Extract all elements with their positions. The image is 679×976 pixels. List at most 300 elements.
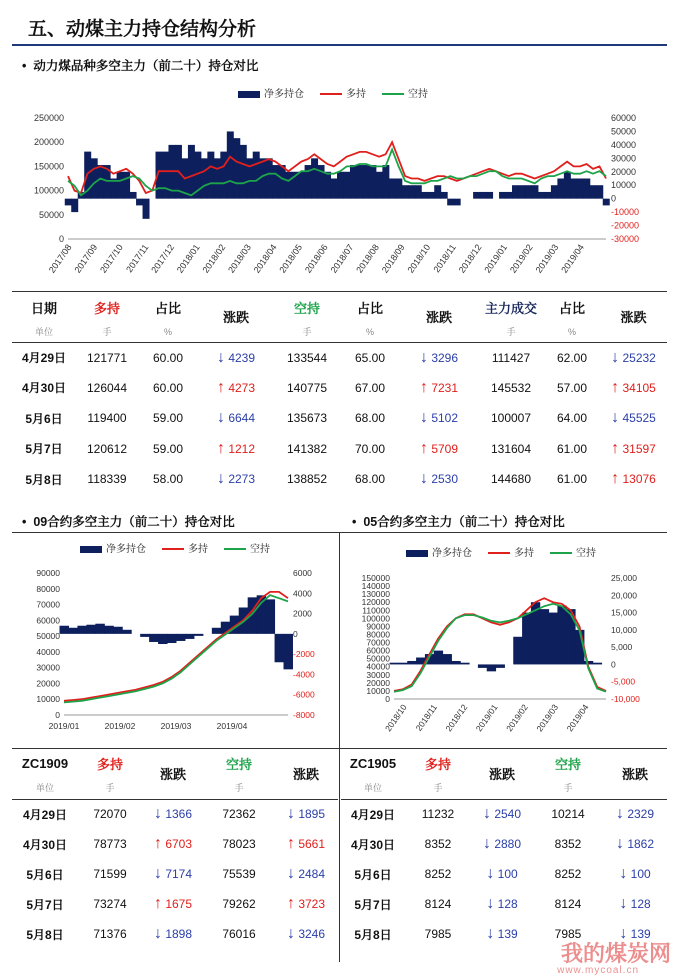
net-bar: [540, 609, 549, 664]
long-change-cell: [142, 859, 204, 889]
long-change-cell: [142, 829, 204, 859]
long-cell: 71376: [93, 927, 127, 941]
chart1-subtitle: 动力煤品种多空主力（前二十）持仓对比: [33, 59, 259, 73]
arrow-down-icon: ↓: [419, 409, 428, 427]
table-row: [12, 799, 338, 829]
left-tick: 250000: [33, 113, 64, 123]
net-bar: [447, 199, 454, 206]
date-cell: 5月6日: [354, 867, 392, 882]
series-line-short: [64, 595, 288, 702]
x-tick: 2019/01: [48, 721, 80, 731]
net-bar: [583, 179, 590, 199]
net-bar: [158, 634, 167, 644]
legend-label: 多持: [346, 89, 366, 100]
arrow-down-icon: ↓: [611, 409, 620, 427]
short-cell: 8252: [554, 867, 582, 881]
long-change-cell: [471, 919, 533, 949]
table-row: [12, 434, 667, 465]
change-up: ↑ 6703: [153, 835, 193, 852]
change-up: ↑ 5661: [286, 835, 326, 852]
net-bar: [513, 637, 522, 665]
arrow-down-icon: ↓: [482, 835, 491, 852]
arrow-down-icon: ↓: [153, 925, 162, 942]
net-bar: [275, 634, 284, 662]
legend-label: 多持: [514, 548, 534, 559]
net-bar: [65, 199, 72, 206]
net-bar: [272, 165, 279, 199]
date-cell: 5月6日: [26, 867, 64, 882]
x-tick: 2018/06: [302, 242, 330, 275]
change-up: ↑ 3723: [286, 895, 326, 912]
net-bar: [402, 185, 409, 198]
x-tick: 2018/09: [379, 242, 407, 275]
net-bar: [382, 165, 389, 199]
right-tick: -6000: [293, 689, 315, 700]
date-cell: 4月30日: [21, 381, 67, 396]
short-pct-cell: 67.00: [354, 380, 386, 395]
left-tick: 150000: [361, 573, 390, 583]
change-down: ↓ 139: [619, 925, 651, 942]
net-bar: [451, 661, 460, 664]
left-tick: 80000: [36, 583, 60, 594]
x-tick: 2019/04: [559, 242, 587, 275]
legend-label: 净多持仓: [432, 548, 472, 559]
x-tick: 2019/03: [160, 721, 192, 731]
unit-label: 手: [433, 783, 443, 794]
short-cell: 141382: [286, 441, 328, 456]
left-tick: 0: [58, 234, 64, 244]
x-tick: 2019/02: [504, 702, 530, 734]
change-up: ↑ 13076: [611, 470, 656, 488]
left-tick: 10000: [366, 685, 390, 696]
net-bar: [593, 663, 602, 665]
change-down: ↓ 139: [486, 925, 518, 942]
arrow-down-icon: ↓: [216, 470, 225, 488]
long-cell: 72070: [93, 807, 127, 822]
net-bar: [369, 165, 376, 199]
net-bar: [140, 634, 149, 637]
short-change-cell: [274, 919, 338, 949]
long-cell: 8352: [424, 837, 452, 851]
net-bar: [496, 664, 505, 667]
net-bar: [233, 138, 240, 199]
table-row: [12, 373, 667, 404]
right-tick: -8000: [293, 710, 315, 720]
change-down: ↓ 3246: [286, 925, 326, 942]
x-tick: 2018/10: [382, 702, 409, 734]
long-change-cell: [471, 799, 533, 829]
x-tick: 2019/01: [473, 702, 500, 734]
net-bar: [143, 199, 150, 219]
short-cell: 7985: [554, 927, 582, 941]
short-cell: 8352: [554, 837, 582, 851]
arrow-up-icon: ↑: [611, 378, 620, 396]
net-bar: [473, 192, 480, 199]
net-bar: [122, 630, 131, 634]
arrow-down-icon: ↓: [619, 865, 628, 882]
x-tick: 2018/08: [354, 242, 382, 275]
net-bar: [398, 663, 407, 665]
change-down: ↓ 7174: [153, 865, 193, 882]
arrow-down-icon: ↓: [419, 470, 428, 488]
change-down: ↓ 2273: [216, 470, 256, 488]
table-05: [341, 749, 667, 949]
change-up: ↑ 1675: [153, 895, 193, 912]
volume-cell: 100007: [490, 411, 532, 426]
volume-change-cell: [600, 434, 667, 465]
net-bar: [525, 185, 532, 198]
change-down: ↓ 5102: [419, 409, 459, 427]
arrow-down-icon: ↓: [482, 805, 491, 823]
long-cell: 118339: [87, 472, 127, 487]
legend-label: 净多持仓: [264, 89, 304, 100]
net-bar: [487, 664, 496, 671]
change-down: ↓ 1895: [286, 805, 326, 823]
x-tick: 2017/09: [72, 242, 100, 275]
net-bar: [311, 158, 318, 198]
col-header: 涨跌: [159, 767, 186, 783]
legend-label: 净多持仓: [106, 544, 146, 555]
net-bar: [480, 192, 487, 199]
net-bar: [113, 627, 122, 634]
net-bar: [167, 634, 176, 643]
right-tick: 0: [293, 628, 298, 639]
net-bar: [331, 179, 338, 199]
left-tick: 50000: [36, 631, 60, 642]
long-cell: 71599: [93, 867, 127, 881]
arrow-up-icon: ↑: [611, 439, 620, 457]
long-pct-cell: 60.00: [152, 350, 184, 365]
table-row: [341, 799, 667, 829]
legend-swatch-net: [238, 91, 260, 98]
change-up: ↑ 5709: [419, 439, 459, 457]
col-header: 占比: [558, 300, 585, 316]
left-tick: 200000: [33, 137, 64, 148]
short-pct-cell: 68.00: [354, 411, 386, 426]
unit-label: 手: [102, 327, 112, 338]
short-change-cell: [400, 403, 478, 434]
col-header: 占比: [356, 300, 383, 316]
table-row: [12, 464, 667, 495]
arrow-up-icon: ↑: [153, 895, 162, 912]
net-bar: [557, 179, 564, 199]
x-tick: 2018/11: [431, 242, 458, 275]
net-bar: [68, 628, 77, 634]
short-cell: 79262: [222, 897, 256, 911]
net-bar: [577, 179, 584, 199]
bullet: •: [22, 515, 27, 529]
long-change-cell: [198, 434, 274, 465]
right-tick: 20,000: [611, 590, 637, 601]
legend-swatch-net: [80, 546, 102, 553]
left-tick: 0: [55, 710, 60, 720]
net-bar: [162, 152, 169, 199]
watermark-brand: 我的煤炭网: [560, 941, 671, 966]
legend-label: 空持: [250, 544, 270, 555]
net-bar: [298, 172, 305, 199]
change-down: ↓ 45525: [611, 409, 656, 427]
volume-pct-cell: 57.00: [556, 380, 588, 395]
net-bar: [71, 199, 78, 212]
chart2-subtitle-row: [22, 512, 235, 530]
section-title: 五、动煤主力持仓结构分析: [28, 19, 257, 40]
left-tick: 150000: [33, 161, 64, 172]
right-tick: -10000: [611, 207, 640, 218]
left-tick: 10000: [36, 694, 60, 705]
volume-change-cell: [600, 403, 667, 434]
net-bar: [136, 199, 143, 206]
unit-label: 单位: [34, 327, 53, 338]
change-down: ↓ 128: [619, 895, 651, 912]
net-bar: [350, 165, 357, 199]
x-tick: 2018/07: [328, 242, 356, 275]
arrow-up-icon: ↑: [286, 895, 295, 912]
net-bar: [454, 199, 461, 206]
arrow-down-icon: ↓: [611, 348, 620, 366]
right-tick: 0: [611, 193, 617, 204]
x-tick: 2019/02: [104, 721, 136, 731]
x-tick: 2019/01: [482, 242, 510, 275]
short-change-cell: [603, 859, 667, 889]
x-tick: 2019/03: [534, 702, 561, 734]
net-bar: [421, 192, 428, 199]
short-cell: 133544: [286, 350, 328, 365]
arrow-down-icon: ↓: [486, 925, 495, 942]
x-tick: 2018/03: [226, 242, 253, 275]
net-bar: [538, 192, 545, 199]
net-bar: [214, 158, 221, 198]
net-bar: [266, 599, 275, 633]
x-tick: 2019/02: [507, 242, 535, 275]
date-cell: 5月8日: [354, 927, 392, 942]
unit-label: 单位: [35, 783, 54, 794]
right-tick: -2000: [293, 649, 315, 660]
table-row: [12, 403, 667, 434]
arrow-up-icon: ↑: [216, 439, 225, 457]
arrow-up-icon: ↑: [286, 835, 295, 852]
volume-cell: 131604: [490, 441, 532, 456]
change-down: ↓ 6644: [216, 409, 256, 427]
short-cell: 10214: [551, 807, 585, 822]
arrow-up-icon: ↑: [419, 439, 428, 457]
date-cell: 5月8日: [25, 472, 63, 487]
legend-label: 空持: [576, 548, 596, 559]
long-change-cell: [198, 403, 274, 434]
unit-label: %: [567, 326, 576, 337]
unit-label: 手: [234, 783, 244, 794]
net-bar: [337, 172, 344, 199]
left-tick: 60000: [366, 645, 390, 656]
col-header: 涨跌: [425, 310, 452, 326]
short-change-cell: [400, 373, 478, 404]
col-header: 多持: [96, 756, 123, 772]
change-down: ↓ 100: [486, 865, 518, 882]
right-tick: 2000: [293, 608, 312, 619]
date-cell: 5月7日: [26, 897, 64, 912]
left-tick: 100000: [33, 185, 64, 196]
legend-swatch-net: [406, 550, 428, 557]
arrow-down-icon: ↓: [216, 409, 225, 427]
long-pct-cell: 58.00: [152, 472, 184, 487]
title-rule: [12, 44, 667, 46]
col-header: 涨跌: [488, 767, 515, 783]
net-bar: [512, 185, 519, 198]
date-cell: 4月30日: [350, 837, 396, 852]
net-bar: [285, 172, 292, 199]
table-row: [341, 749, 667, 777]
net-bar: [246, 158, 253, 198]
net-bar: [522, 613, 531, 665]
volume-cell: 144680: [490, 472, 532, 487]
change-up: ↑ 31597: [611, 439, 656, 457]
left-tick: 50000: [38, 209, 64, 220]
net-bar: [531, 185, 538, 198]
arrow-down-icon: ↓: [486, 895, 495, 912]
short-pct-cell: 68.00: [354, 472, 386, 487]
long-pct-cell: 59.00: [152, 441, 184, 456]
short-cell: 78023: [222, 837, 256, 851]
net-bar: [518, 185, 525, 198]
x-tick: 2018/12: [456, 242, 484, 275]
net-bar: [376, 172, 383, 199]
right-tick: 20000: [611, 166, 637, 177]
series-line-long: [64, 592, 288, 701]
volume-pct-cell: 61.00: [556, 441, 588, 456]
net-bar: [590, 185, 597, 198]
volume-cell: 111427: [491, 350, 531, 365]
date-cell: 5月7日: [354, 897, 392, 912]
long-cell: 120612: [86, 441, 128, 456]
net-bar: [266, 158, 273, 198]
date-cell: 4月30日: [22, 837, 68, 852]
net-bar: [549, 613, 558, 665]
x-tick: 2017/11: [124, 242, 151, 275]
arrow-down-icon: ↓: [286, 925, 295, 942]
left-tick: 30000: [366, 669, 390, 680]
right-tick: 25,000: [611, 573, 637, 583]
net-bar: [188, 145, 195, 199]
right-tick: 30000: [611, 153, 637, 164]
change-down: ↓ 25232: [611, 348, 656, 366]
net-bar: [130, 192, 137, 199]
long-change-cell: [471, 829, 533, 859]
x-tick: 2018/11: [413, 702, 440, 733]
arrow-down-icon: ↓: [286, 865, 295, 882]
change-down: ↓ 1862: [615, 835, 655, 852]
left-tick: 110000: [362, 605, 390, 616]
net-bar: [363, 165, 370, 199]
col-header: 涨跌: [621, 767, 648, 783]
lower-center-divider: [339, 532, 340, 962]
net-bar: [86, 625, 95, 634]
right-tick: 10,000: [611, 624, 637, 635]
x-tick: 2017/12: [149, 242, 177, 275]
long-change-cell: [142, 889, 204, 919]
left-tick: 70000: [366, 637, 390, 648]
arrow-down-icon: ↓: [619, 895, 628, 912]
net-bar: [564, 172, 571, 199]
col-header: 空持: [225, 756, 252, 772]
bullet: •: [22, 59, 27, 73]
change-up: ↑ 7231: [419, 378, 459, 396]
chart1-subtitle-row: [22, 56, 258, 74]
right-tick: 6000: [293, 568, 312, 578]
long-change-cell: [142, 799, 204, 829]
net-bar: [389, 179, 396, 199]
long-cell: 8124: [424, 897, 452, 911]
short-cell: 140775: [286, 380, 328, 395]
net-bar: [227, 131, 234, 198]
table-row: [12, 919, 338, 949]
long-cell: 126044: [86, 380, 128, 395]
net-bar: [185, 634, 194, 639]
net-bar: [77, 626, 86, 634]
net-bar: [441, 192, 448, 199]
net-bar: [97, 165, 104, 199]
net-bar: [194, 634, 203, 636]
right-tick: 60000: [611, 113, 637, 123]
arrow-down-icon: ↓: [615, 805, 624, 823]
short-cell: 76016: [222, 927, 256, 941]
long-cell: 119400: [87, 411, 127, 426]
net-bar: [91, 158, 98, 198]
left-tick: 30000: [36, 662, 60, 673]
col-header: 多持: [93, 300, 120, 316]
net-bar: [506, 192, 513, 199]
change-down: ↓ 4239: [216, 348, 256, 366]
net-bar: [123, 172, 130, 199]
arrow-up-icon: ↑: [153, 835, 162, 852]
unit-label: %: [163, 326, 172, 337]
left-tick: 100000: [361, 613, 390, 624]
table-row: [12, 749, 338, 777]
short-change-cell: [400, 464, 478, 495]
change-up: ↑ 34105: [611, 378, 656, 396]
arrow-down-icon: ↓: [419, 348, 428, 366]
net-bar: [117, 172, 124, 199]
table-row: [12, 342, 667, 373]
net-bar: [570, 179, 577, 199]
left-tick: 140000: [361, 581, 390, 592]
unit-label: 手: [105, 783, 115, 794]
short-change-cell: [274, 889, 338, 919]
date-cell: 5月6日: [25, 411, 63, 426]
left-tick: 60000: [36, 615, 60, 626]
table-row: [341, 859, 667, 889]
unit-label: 单位: [363, 783, 382, 794]
net-bar: [486, 192, 493, 199]
net-bar: [478, 664, 487, 667]
right-tick: -20000: [611, 220, 640, 231]
x-tick: 2018/12: [443, 702, 470, 734]
long-cell: 8252: [424, 867, 452, 881]
net-bar: [324, 172, 331, 199]
long-cell: 73274: [93, 897, 127, 911]
right-tick: 4000: [293, 588, 312, 599]
col-header: 多持: [424, 756, 451, 772]
net-bar: [343, 172, 350, 199]
short-change-cell: [400, 342, 478, 373]
change-up: ↑ 4273: [216, 378, 256, 396]
short-change-cell: [274, 859, 338, 889]
table-row: [12, 889, 338, 919]
left-tick: 40000: [36, 646, 60, 657]
legend-label: 空持: [408, 89, 428, 100]
col-header: 涨跌: [222, 310, 249, 326]
short-change-cell: [274, 829, 338, 859]
net-bar: [104, 626, 113, 634]
contract-code: ZC1905: [349, 755, 397, 771]
